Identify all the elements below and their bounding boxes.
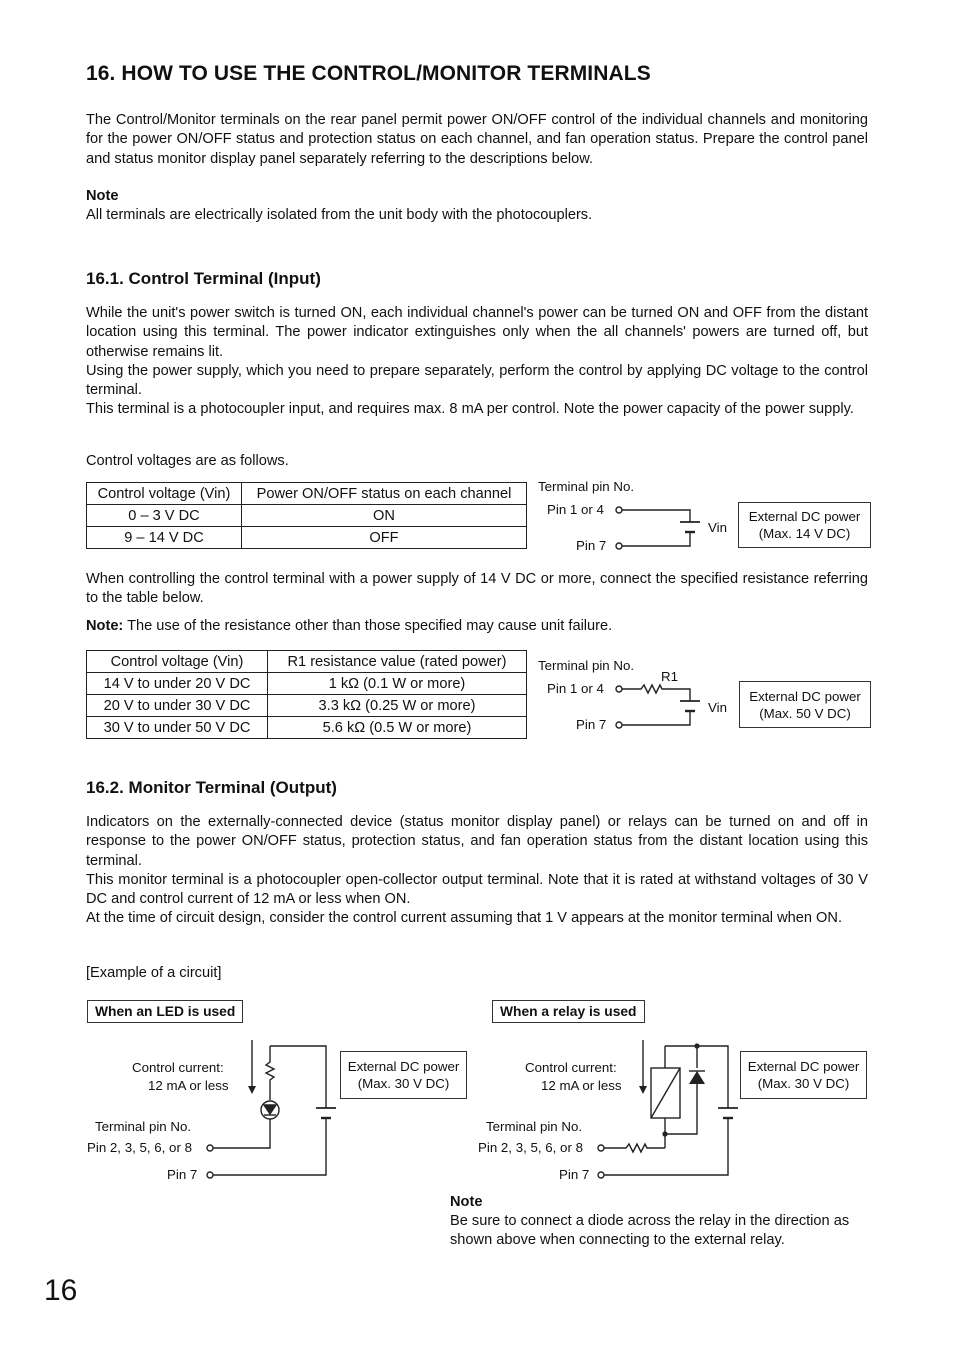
table-cell: 30 V to under 50 V DC [87,717,268,739]
table-cell: 14 V to under 20 V DC [87,673,268,695]
relay-note-text: Be sure to connect a diode across the relay in the direction as shown above when connecting to the external relay. [450,1213,850,1249]
note-heading: Note [86,188,119,204]
monitor-para-2: This monitor terminal is a photocoupler open-collector output terminal. Note that it is rated at withstand voltages of 30 V DC and control current of 12 mA or less when ON. [86,871,868,908]
section-heading-monitor: 16.2. Monitor Terminal (Output) [86,778,337,797]
power-label: External DC power [747,1059,860,1074]
control-current-label: Control current: [132,1060,224,1075]
note-text: All terminals are electrically isolated from the unit body with the photocouplers. [86,207,593,223]
table-cell: 0 – 3 V DC [87,505,242,527]
table-header: R1 resistance value (rated power) [268,651,527,673]
terminal-pin-label: Terminal pin No. [95,1119,192,1134]
example-label: [Example of a circuit] [86,965,222,981]
pin-label: Pin 2, 3, 5, 6, or 8 [478,1140,583,1155]
relay-note-heading: Note [450,1194,483,1210]
note-label: Note: [86,618,124,634]
section-heading-control: 16.1. Control Terminal (Input) [86,269,321,288]
note-text: The use of the resistance other than those specified may cause unit failure. [123,618,613,634]
power-rating: (Max. 14 V DC) [758,526,851,541]
monitor-para-3: At the time of circuit design, consider the control current assuming that 1 V appears at the monitor terminal when ON. [86,910,842,927]
power-label: External DC power [748,509,861,524]
diode-icon [689,1071,705,1084]
pin-label: Pin 7 [167,1167,198,1182]
terminal-dot [598,1145,604,1151]
intro-paragraph: The Control/Monitor terminals on the rear panel permit power ON/OFF control of the individual channels and monitoring for the power ON/OFF status and protection status on each channel, and fan operation status. Prepare the control panel and status monitor display panel separately referring to the descriptions below. [86,112,868,167]
table-cell: 20 V to under 30 V DC [87,695,268,717]
terminal-pin-label: Terminal pin No. [486,1119,583,1134]
table-cell: 1 kΩ (0.1 W or more) [268,673,527,695]
table-cell: 9 – 14 V DC [87,527,242,549]
pin-label: Pin 7 [576,538,607,553]
resistor-icon [604,1144,665,1152]
power-rating: (Max. 30 V DC) [357,1076,450,1091]
control-current-label: Control current: [525,1060,617,1075]
vin-label: Vin [708,520,727,535]
control-current-value: 12 mA or less [148,1078,229,1093]
table-cell: 5.6 kΩ (0.5 W or more) [268,717,527,739]
control-para-2: Using the power supply, which you need to prepare separately, perform the control by applying DC voltage to the control terminal. [86,362,868,399]
pin-label: Pin 7 [559,1167,590,1182]
page-title: 16. HOW TO USE THE CONTROL/MONITOR TERMINALS [86,62,651,85]
terminal-pin-label: Terminal pin No. [538,658,635,673]
power-rating: (Max. 30 V DC) [757,1076,850,1091]
table-header: Control voltage (Vin) [87,651,268,673]
control-para-1: While the unit's power switch is turned ON, each individual channel's power can be turned ON and OFF from the distant location using this terminal. The power indicator extinguishes only when the all channels' powers are turned off, but otherwise remains lit. [86,305,868,360]
terminal-pin-label: Terminal pin No. [538,479,635,494]
pin-label: Pin 1 or 4 [547,502,604,517]
power-label: External DC power [347,1059,460,1074]
table-cell: ON [242,505,527,527]
pin-label: Pin 1 or 4 [547,681,604,696]
table-header: Control voltage (Vin) [87,483,242,505]
relay-circuit-tag: When a relay is used [492,1000,645,1023]
power-label: External DC power [749,689,861,704]
pin-label: Pin 7 [576,717,607,732]
r1-label: R1 [661,669,678,684]
control-current-value: 12 mA or less [541,1078,622,1093]
led-circuit-tag: When an LED is used [87,1000,243,1023]
power-rating: (Max. 50 V DC) [759,706,851,721]
pin-label: Pin 2, 3, 5, 6, or 8 [87,1140,192,1155]
resistance-paragraph: When controlling the control terminal with a power supply of 14 V DC or more, connect the specified resistance referring to the table below. [86,571,868,607]
table-cell: OFF [242,527,527,549]
monitor-para-1: Indicators on the externally-connected device (status monitor display panel) or relays can be turned on and off in response to the power ON/OFF status, protection status, and fan operation status from the distant location using this terminal. [86,814,868,869]
control-voltages-intro: Control voltages are as follows. [86,453,289,469]
page-number: 16 [44,1274,78,1307]
vin-label: Vin [708,700,727,715]
terminal-dot [598,1172,604,1178]
control-para-3: This terminal is a photocoupler input, and requires max. 8 mA per control. Note the power capacity of the power supply. [86,401,854,418]
table-header: Power ON/OFF status on each channel [242,483,527,505]
table-cell: 3.3 kΩ (0.25 W or more) [268,695,527,717]
